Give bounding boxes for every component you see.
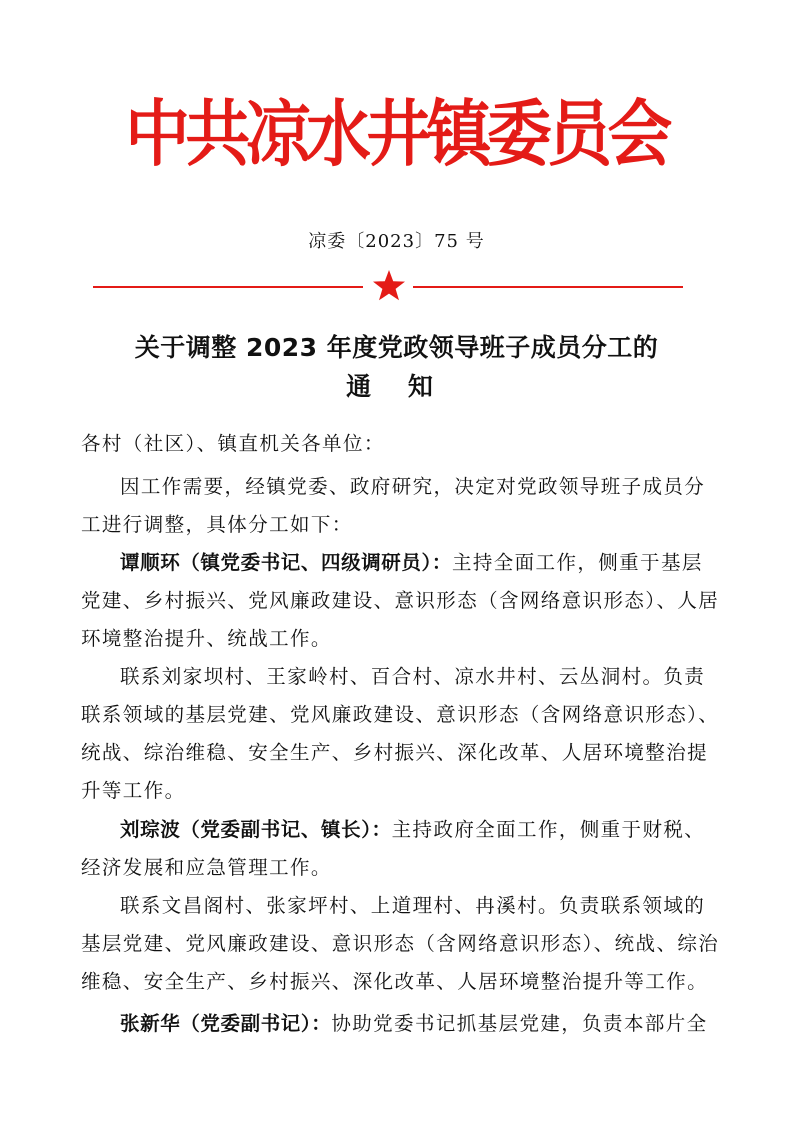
addressee: 各村（社区）、镇直机关各单位：	[81, 432, 385, 455]
member-name-role: 谭顺环（镇党委书记、四级调研员）：	[120, 551, 452, 574]
contact-paragraph-line: 联系领域的基层党建、党风廉政建设、意识形态（含网络意识形态）、	[81, 703, 720, 726]
member-paragraph-line: 经济发展和应急管理工作。	[81, 856, 332, 879]
issuing-organization-header: 中共凉水井镇委员会	[125, 91, 668, 176]
member-duty-text: 协助党委书记抓基层党建，负责本部片全	[331, 1012, 708, 1035]
member-paragraph-line	[81, 550, 760, 576]
document-title-line-1: 关于调整 2023 年度党政领导班子成员分工的	[134, 333, 659, 362]
member-name-role: 张新华（党委副书记）：	[120, 1012, 332, 1035]
document-title-line-2: 通 知	[346, 372, 447, 401]
intro-paragraph-line: 工进行调整，具体分工如下：	[81, 513, 353, 536]
member-duty-text: 主持政府全面工作，侧重于财税、	[391, 818, 706, 841]
document-number: 凉委〔2023〕75 号	[308, 231, 485, 252]
contact-paragraph-line: 联系刘家坝村、王家岭村、百合村、凉水井村、云丛洞村。负责	[120, 665, 706, 688]
contact-paragraph-line: 基层党建、党风廉政建设、意识形态（含网络意识形态）、统战、综治	[81, 932, 720, 955]
red-star-icon	[371, 268, 407, 304]
member-name-role: 刘琮波（党委副书记、镇长）：	[120, 818, 392, 841]
member-paragraph-line	[81, 817, 760, 843]
contact-paragraph-line: 维稳、安全生产、乡村振兴、深化改革、人居环境整治提升等工作。	[81, 970, 709, 993]
contact-paragraph-line: 联系文昌阁村、张家坪村、上道理村、冉溪村。负责联系领域的	[120, 894, 706, 917]
contact-paragraph-line: 统战、综治维稳、安全生产、乡村振兴、深化改革、人居环境整治提	[81, 741, 709, 764]
member-paragraph-line	[81, 1011, 760, 1037]
member-paragraph-line: 环境整治提升、统战工作。	[81, 627, 332, 650]
member-paragraph-line: 党建、乡村振兴、党风廉政建设、意识形态（含网络意识形态）、人居	[81, 589, 720, 612]
intro-paragraph-line: 因工作需要，经镇党委、政府研究，决定对党政领导班子成员分	[120, 475, 706, 498]
header-divider-left	[93, 286, 363, 288]
contact-paragraph-line: 升等工作。	[81, 779, 186, 802]
header-divider-right	[413, 286, 683, 288]
member-duty-text: 主持全面工作，侧重于基层	[451, 551, 703, 574]
